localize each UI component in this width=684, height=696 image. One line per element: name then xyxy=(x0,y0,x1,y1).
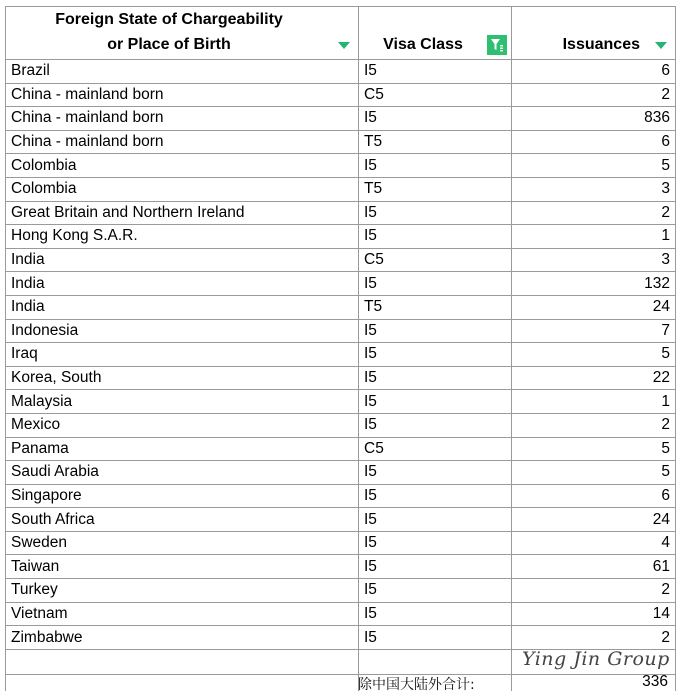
issuances-cell[interactable]: 4 xyxy=(512,531,676,555)
visa-class-cell[interactable]: I5 xyxy=(359,508,512,532)
visa-class-filter-button[interactable] xyxy=(487,35,507,55)
spreadsheet xyxy=(5,6,676,691)
country-cell[interactable]: China - mainland born xyxy=(6,107,359,131)
visa-class-cell[interactable]: I5 xyxy=(359,201,512,225)
cell[interactable] xyxy=(6,674,359,691)
cell[interactable] xyxy=(6,649,359,674)
issuances-cell[interactable]: 2 xyxy=(512,626,676,650)
visa-class-cell[interactable]: I5 xyxy=(359,60,512,84)
table-row xyxy=(6,319,676,343)
country-cell[interactable]: Iraq xyxy=(6,343,359,367)
country-cell[interactable]: Singapore xyxy=(6,484,359,508)
issuances-column-header xyxy=(512,7,676,60)
visa-class-cell[interactable]: I5 xyxy=(359,461,512,485)
issuances-cell[interactable]: 132 xyxy=(512,272,676,296)
country-cell[interactable]: Malaysia xyxy=(6,390,359,414)
visa-class-header-label: Visa Class xyxy=(383,36,463,53)
visa-class-cell[interactable]: T5 xyxy=(359,177,512,201)
country-cell[interactable]: Saudi Arabia xyxy=(6,461,359,485)
country-cell[interactable]: Brazil xyxy=(6,60,359,84)
table-row xyxy=(6,130,676,154)
table-row xyxy=(6,225,676,249)
visa-class-cell[interactable]: I5 xyxy=(359,626,512,650)
table-row xyxy=(6,508,676,532)
issuances-header-label: Issuances xyxy=(562,36,640,53)
cell[interactable] xyxy=(359,649,512,674)
country-cell[interactable]: Great Britain and Northern Ireland xyxy=(6,201,359,225)
total-label: 除中国大陆外合计: xyxy=(358,677,475,693)
visa-class-cell[interactable]: I5 xyxy=(359,484,512,508)
table-row xyxy=(6,154,676,178)
table-row xyxy=(6,484,676,508)
visa-class-cell[interactable]: C5 xyxy=(359,437,512,461)
country-cell[interactable]: China - mainland born xyxy=(6,130,359,154)
visa-class-cell[interactable]: I5 xyxy=(359,413,512,437)
dropdown-arrow-icon xyxy=(655,42,667,49)
country-cell[interactable]: Taiwan xyxy=(6,555,359,579)
table-row xyxy=(6,579,676,603)
table-row xyxy=(6,626,676,650)
header-row xyxy=(6,7,676,60)
visa-class-cell[interactable]: I5 xyxy=(359,154,512,178)
table-row xyxy=(6,531,676,555)
country-column-header xyxy=(6,7,359,60)
issuances-cell[interactable]: 2 xyxy=(512,83,676,107)
visa-class-cell[interactable]: I5 xyxy=(359,390,512,414)
table-body xyxy=(6,60,676,650)
country-cell[interactable]: Zimbabwe xyxy=(6,626,359,650)
visa-class-column-header xyxy=(359,7,512,60)
table-row xyxy=(6,177,676,201)
issuances-cell[interactable]: 22 xyxy=(512,366,676,390)
country-cell[interactable]: Panama xyxy=(6,437,359,461)
visa-class-cell[interactable]: T5 xyxy=(359,295,512,319)
issuances-cell[interactable]: 24 xyxy=(512,508,676,532)
table-row xyxy=(6,107,676,131)
visa-class-cell[interactable]: C5 xyxy=(359,83,512,107)
issuances-cell[interactable]: 3 xyxy=(512,248,676,272)
visa-issuance-table xyxy=(5,6,676,691)
issuances-cell[interactable]: 2 xyxy=(512,201,676,225)
issuances-cell[interactable]: 6 xyxy=(512,130,676,154)
country-cell[interactable]: India xyxy=(6,272,359,296)
visa-class-cell[interactable]: I5 xyxy=(359,343,512,367)
country-cell[interactable]: China - mainland born xyxy=(6,83,359,107)
visa-class-cell[interactable]: I5 xyxy=(359,272,512,296)
issuances-cell[interactable]: 1 xyxy=(512,390,676,414)
table-row xyxy=(6,390,676,414)
visa-class-cell[interactable]: I5 xyxy=(359,366,512,390)
country-cell[interactable]: India xyxy=(6,295,359,319)
country-cell[interactable]: Vietnam xyxy=(6,602,359,626)
table-row xyxy=(6,272,676,296)
country-cell[interactable]: Colombia xyxy=(6,154,359,178)
issuances-cell[interactable]: 836 xyxy=(512,107,676,131)
country-cell[interactable]: Indonesia xyxy=(6,319,359,343)
country-cell[interactable]: Mexico xyxy=(6,413,359,437)
visa-class-cell[interactable]: I5 xyxy=(359,602,512,626)
country-cell[interactable]: Hong Kong S.A.R. xyxy=(6,225,359,249)
country-cell[interactable]: South Africa xyxy=(6,508,359,532)
visa-class-cell[interactable]: I5 xyxy=(359,555,512,579)
table-row xyxy=(6,437,676,461)
country-header-line2: or Place of Birth xyxy=(107,36,231,53)
issuances-cell[interactable]: 7 xyxy=(512,319,676,343)
table-row xyxy=(6,555,676,579)
table-row xyxy=(6,413,676,437)
table-row xyxy=(6,295,676,319)
visa-class-cell[interactable]: C5 xyxy=(359,248,512,272)
issuances-cell[interactable]: 5 xyxy=(512,461,676,485)
visa-class-cell[interactable]: I5 xyxy=(359,319,512,343)
country-cell[interactable]: Korea, South xyxy=(6,366,359,390)
table-row xyxy=(6,83,676,107)
active-filter-icon xyxy=(489,37,505,53)
country-cell[interactable]: Sweden xyxy=(6,531,359,555)
table-row xyxy=(6,60,676,84)
issuances-cell[interactable]: 2 xyxy=(512,579,676,603)
country-cell[interactable]: Colombia xyxy=(6,177,359,201)
issuances-cell[interactable]: 5 xyxy=(512,437,676,461)
country-cell[interactable]: Turkey xyxy=(6,579,359,603)
issuances-cell[interactable]: 61 xyxy=(512,555,676,579)
country-filter-button[interactable] xyxy=(334,35,354,55)
country-cell[interactable]: India xyxy=(6,248,359,272)
issuances-cell[interactable]: 5 xyxy=(512,154,676,178)
table-row xyxy=(6,343,676,367)
issuances-cell[interactable]: 3 xyxy=(512,177,676,201)
table-row xyxy=(6,366,676,390)
table-row xyxy=(6,201,676,225)
country-header-line1: Foreign State of Chargeability xyxy=(55,11,283,28)
issuances-cell[interactable]: 14 xyxy=(512,602,676,626)
issuances-cell[interactable]: 6 xyxy=(512,60,676,84)
dropdown-arrow-icon xyxy=(338,42,350,49)
issuances-cell[interactable]: 1 xyxy=(512,225,676,249)
table-row xyxy=(6,602,676,626)
issuances-cell[interactable]: 5 xyxy=(512,343,676,367)
visa-class-cell[interactable]: I5 xyxy=(359,531,512,555)
visa-class-cell[interactable]: I5 xyxy=(359,107,512,131)
visa-class-cell[interactable]: T5 xyxy=(359,130,512,154)
issuances-filter-button[interactable] xyxy=(651,35,671,55)
issuances-cell[interactable]: 2 xyxy=(512,413,676,437)
issuances-cell[interactable]: 6 xyxy=(512,484,676,508)
table-row xyxy=(6,461,676,485)
total-value: 336 xyxy=(642,673,668,690)
issuances-cell[interactable]: 24 xyxy=(512,295,676,319)
visa-class-cell[interactable]: I5 xyxy=(359,225,512,249)
total-row xyxy=(6,674,676,691)
table-row xyxy=(6,248,676,272)
visa-class-cell[interactable]: I5 xyxy=(359,579,512,603)
watermark: Ying Jin Group xyxy=(522,648,670,670)
